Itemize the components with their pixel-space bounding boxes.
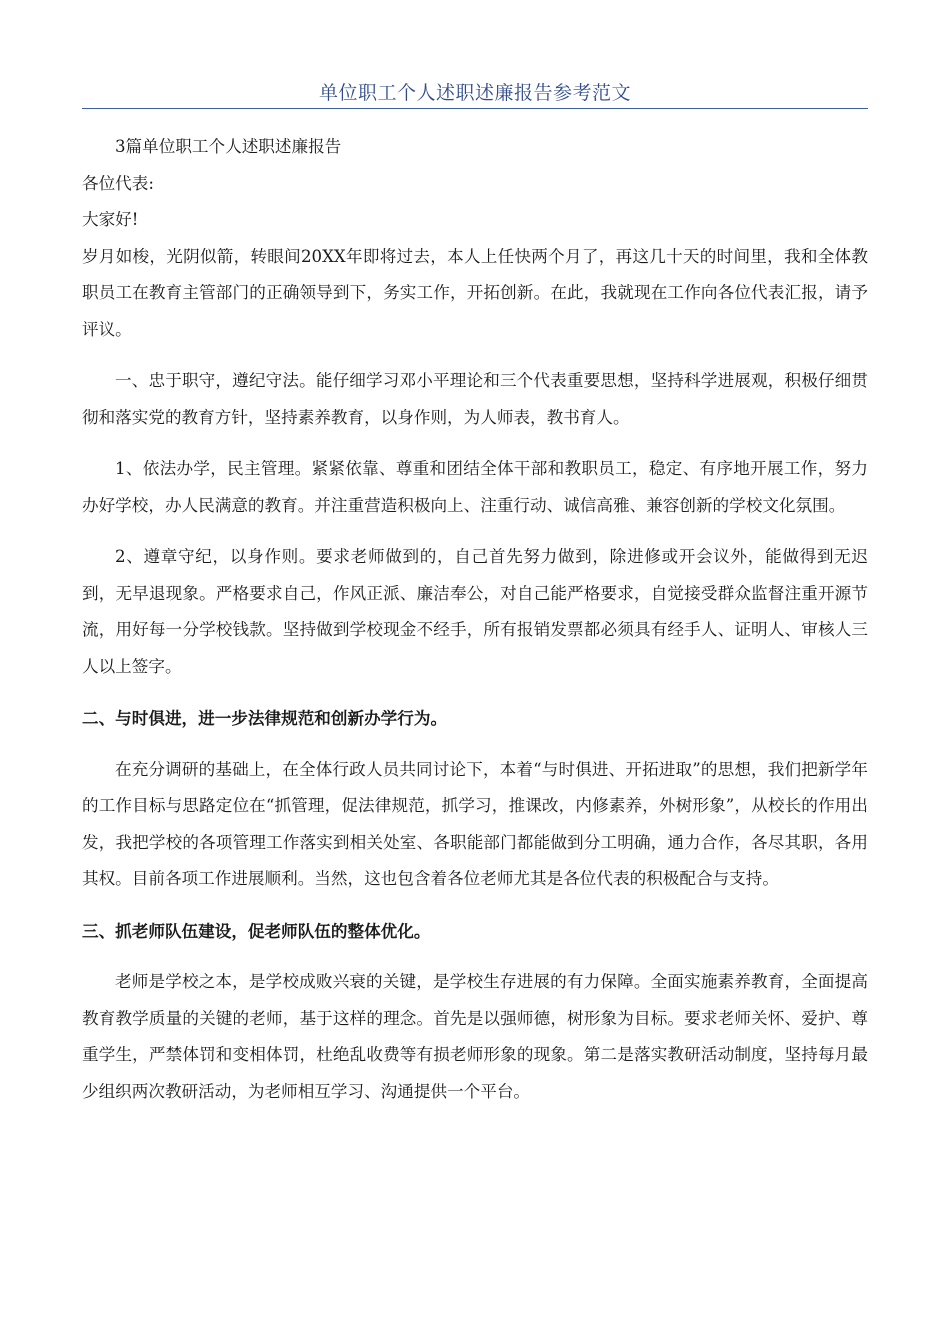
- item-1-paragraph: 1、依法办学，民主管理。紧紧依靠、尊重和团结全体干部和教职员工，稳定、有序地开展工作，努力办好学校，办人民满意的教育。并注重营造积极向上、注重行动、诚信高雅、兼容创新的学校文化氛围。: [82, 459, 868, 515]
- section-2-heading: 二、与时俱进，进一步法律规范和创新办学行为。: [82, 708, 448, 728]
- greeting: 大家好!: [82, 210, 139, 229]
- section-3-paragraph: 老师是学校之本，是学校成败兴衰的关键，是学校生存进展的有力保障。全面实施素养教育，全面提高教育教学质量的关键的老师，基于这样的理念。首先是以强师德，树形象为目标。要求老师关怀、爱护、尊重学生，严禁体罚和变相体罚，杜绝乱收费等有损老师形象的现象。第二是落实教研活动制度，坚持每月最少组织两次教研活动，为老师相互学习、沟通提供一个平台。: [82, 972, 868, 1101]
- header-divider: [82, 108, 868, 109]
- salutation: 各位代表:: [82, 173, 154, 193]
- document-subtitle: 3篇单位职工个人述职述廉报告: [115, 137, 342, 156]
- item-2-paragraph: 2、遵章守纪，以身作则。要求老师做到的，自己首先努力做到，除进修或开会议外，能做得到无迟到，无早退现象。严格要求自己，作风正派、廉洁奉公，对自己能严格要求，自觉接受群众监督注重开源节流，用好每一分学校钱款。坚持做到学校现金不经手，所有报销发票都必须具有经手人、证明人、审核人三人以上签字。: [82, 547, 868, 676]
- section-2-paragraph: 在充分调研的基础上，在全体行政人员共同讨论下，本着“与时俱进、开拓进取”的思想，我们把新学年的工作目标与思路定位在“抓管理，促法律规范，抓学习，推课改，内修素养，外树形象”，从校长的作用出发，我把学校的各项管理工作落实到相关处室、各职能部门都能做到分工明确，通力合作，各尽其职，各用其权。目前各项工作进展顺利。当然，这也包含着各位老师尤其是各位代表的积极配合与支持。: [82, 759, 868, 888]
- document-body: [82, 129, 868, 1110]
- intro-paragraph: 岁月如梭，光阴似箭，转眼间20XX年即将过去，本人上任快两个月了，再这几十天的时间里，我和全体教职员工在教育主管部门的正确领导到下，务实工作，开拓创新。在此，我就现在工作向各位代表汇报，请予评议。: [82, 246, 868, 339]
- document-page: [82, 0, 868, 1110]
- page-header-title: 单位职工个人述职述廉报告参考范文: [318, 82, 631, 104]
- section-3-heading: 三、抓老师队伍建设，促老师队伍的整体优化。: [82, 920, 431, 941]
- section-1-paragraph: 一、忠于职守，遵纪守法。能仔细学习邓小平理论和三个代表重要思想，坚持科学进展观，积极仔细贯彻和落实党的教育方针，坚持素养教育，以身作则，为人师表，教书育人。: [82, 371, 868, 427]
